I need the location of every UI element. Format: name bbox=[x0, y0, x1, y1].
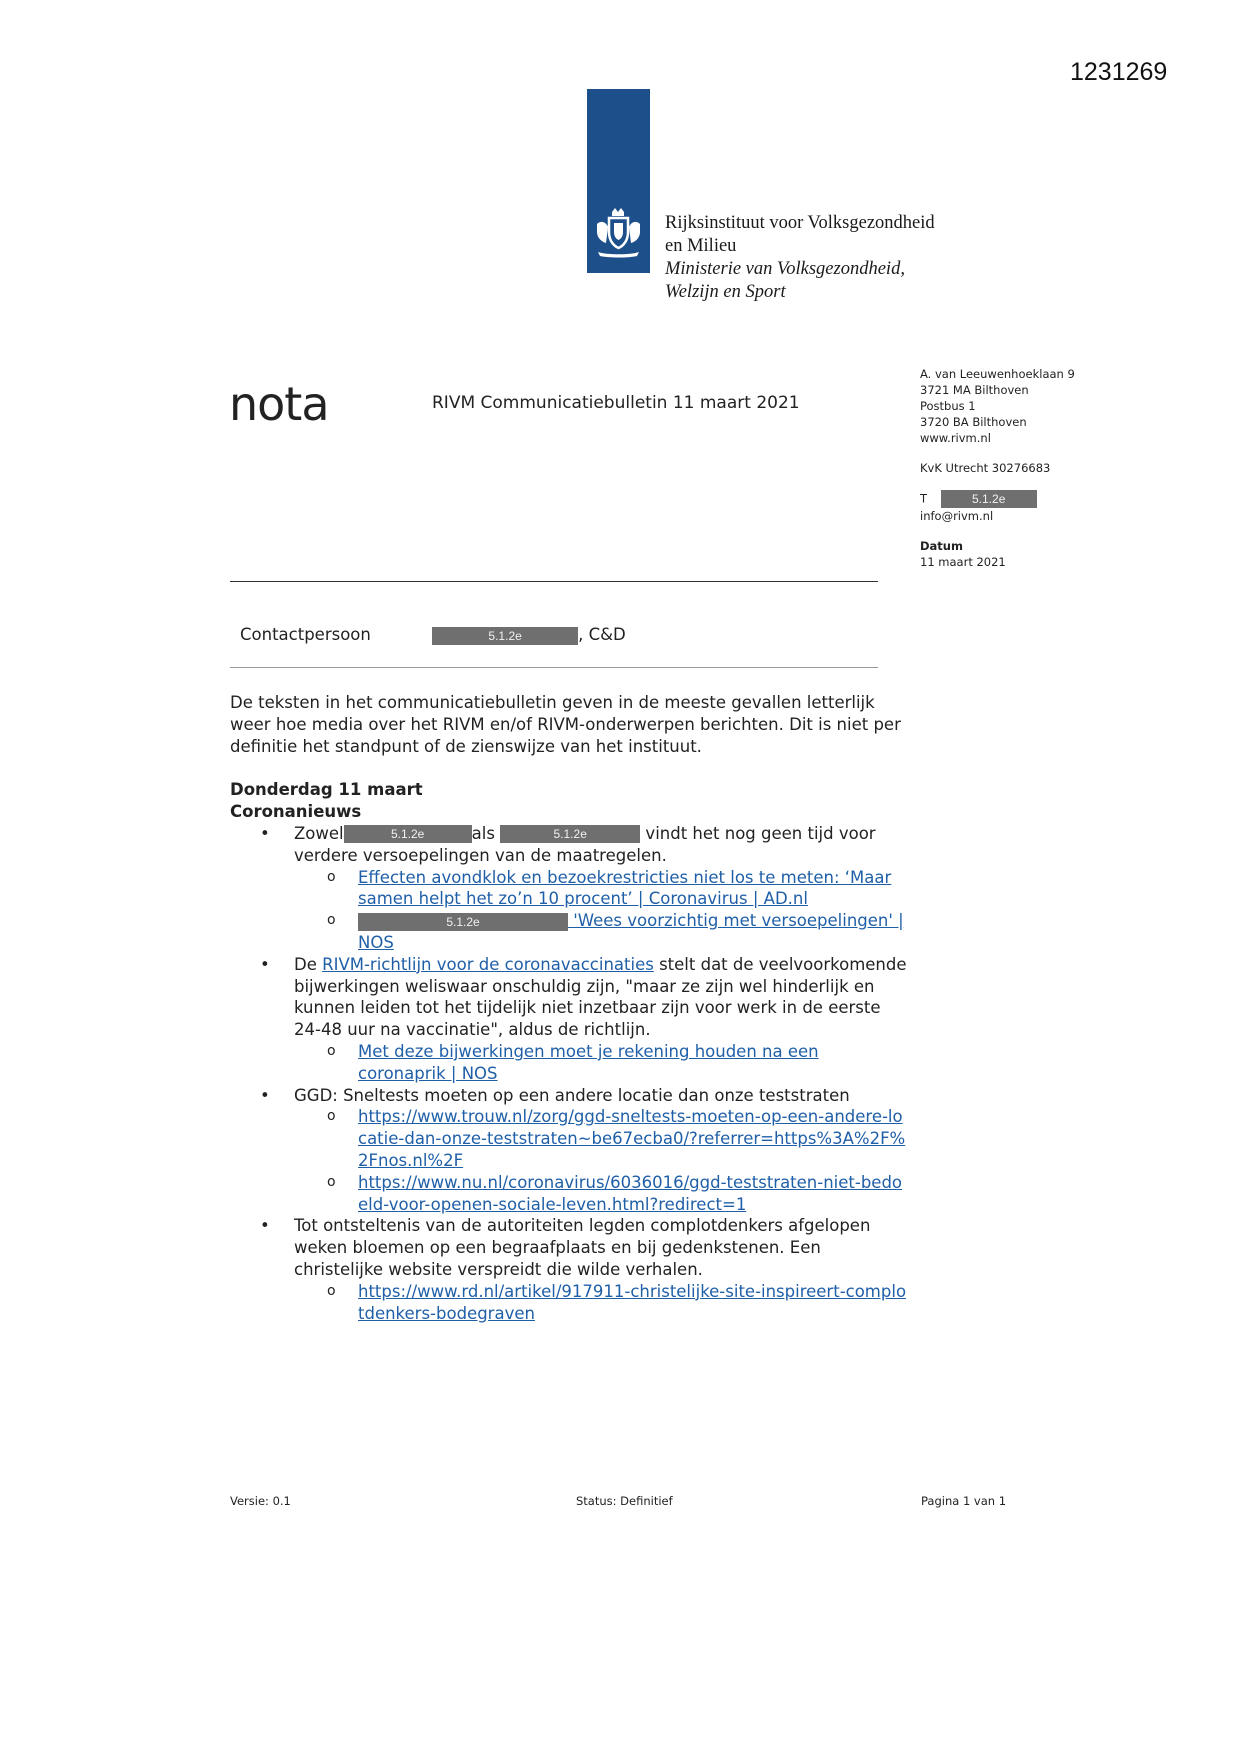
list-item bbox=[294, 954, 910, 1085]
list-item bbox=[294, 823, 910, 954]
address-postbus-city: 3720 BA Bilthoven bbox=[920, 415, 1027, 429]
link-nos-bijwerkingen[interactable]: Met deze bijwerkingen moet je rekening houden na een coronaprik | NOS bbox=[358, 1041, 819, 1083]
address-street: A. van Leeuwenhoeklaan 9 bbox=[920, 367, 1075, 381]
link-rd-complotdenkers[interactable]: https://www.rd.nl/artikel/917911-christelijke-site-inspireert-complotdenkers-bodegraven bbox=[358, 1281, 907, 1323]
list-item bbox=[358, 1106, 910, 1171]
item1-redaction-b: 5.1.2e bbox=[500, 825, 640, 843]
doc-type: nota bbox=[229, 377, 329, 431]
phone-redaction: 5.1.2e bbox=[941, 490, 1037, 508]
org-line-2: en Milieu bbox=[665, 236, 737, 256]
contact-label: Contactpersoon bbox=[240, 625, 371, 644]
item1-redaction-a: 5.1.2e bbox=[344, 825, 472, 843]
contact-suffix: , C&D bbox=[578, 625, 626, 644]
link-nos-versoepelingen[interactable]: 'Wees voorzichtig met versoepelingen' | NOS bbox=[358, 911, 904, 952]
item1-sublist bbox=[294, 867, 910, 954]
org-line-1: Rijksinstituut voor Volksgezondheid bbox=[665, 213, 935, 233]
list-item bbox=[358, 1281, 910, 1325]
address-phone-row bbox=[920, 490, 1150, 508]
organisation-name bbox=[665, 212, 935, 304]
day-heading: Donderdag 11 maart bbox=[230, 780, 423, 800]
contact-divider bbox=[230, 667, 878, 668]
footer-version: Versie: 0.1 bbox=[230, 1494, 291, 1508]
address-postbus: Postbus 1 bbox=[920, 399, 976, 413]
date-label: Datum bbox=[920, 539, 963, 553]
item4-sublist bbox=[294, 1281, 910, 1325]
link-rivm-richtlijn[interactable]: RIVM-richtlijn voor de coronavaccinaties bbox=[322, 954, 654, 974]
address-website: www.rivm.nl bbox=[920, 431, 991, 445]
news-list bbox=[230, 823, 910, 1324]
sender-address-block bbox=[920, 366, 1150, 570]
bulletin-body bbox=[230, 692, 910, 1324]
item2-pre: De bbox=[294, 954, 323, 974]
document-subject: RIVM Communicatiebulletin 11 maart 2021 bbox=[432, 393, 800, 413]
list-item bbox=[358, 867, 910, 911]
link-trouw-sneltests[interactable]: https://www.trouw.nl/zorg/ggd-sneltests-moeten-op-een-andere-locatie-dan-onze-teststraten~be67ecba0/?referrer=https%3A%2F%2Fnos.nl%2F bbox=[358, 1107, 906, 1170]
ministry-line-2: Welzijn en Sport bbox=[665, 282, 786, 302]
item2-post: stelt dat de veelvoorkomende bijwerkingen weliswaar onschuldig zijn, "maar ze zijn wel hinderlijk en kunnen leiden tot het tijdelijk niet inzetbaar zijn voor werk in de eerste 24-48 uur na vaccinatie", aldus de richtlijn. bbox=[294, 954, 907, 1040]
link-nu-teststraten[interactable]: https://www.nu.nl/coronavirus/6036016/ggd-teststraten-niet-bedoeld-voor-openen-sociale-leven.html?redirect=1 bbox=[358, 1172, 903, 1214]
item1-pre: Zowel bbox=[294, 823, 344, 843]
date-value: 11 maart 2021 bbox=[920, 555, 1006, 569]
list-item bbox=[358, 1041, 910, 1085]
item4-text: Tot ontsteltenis van de autoriteiten legden complotdenkers afgelopen weken bloemen op een begraafplaats en bij gedenkstenen. Een christelijke website verspreidt die wilde verhalen. bbox=[294, 1216, 871, 1279]
footer-page: Pagina 1 van 1 bbox=[921, 1494, 1007, 1508]
item3-sublist bbox=[294, 1106, 910, 1215]
address-postcode: 3721 MA Bilthoven bbox=[920, 383, 1029, 397]
address-kvk: KvK Utrecht 30276683 bbox=[920, 461, 1051, 475]
coat-of-arms-icon bbox=[590, 206, 647, 262]
list-item bbox=[358, 910, 910, 954]
contact-redaction: 5.1.2e bbox=[432, 627, 578, 645]
item3-text: GGD: Sneltests moeten op een andere locatie dan onze teststraten bbox=[294, 1085, 850, 1105]
item1-link-redaction: 5.1.2e bbox=[358, 913, 568, 931]
intro-paragraph: De teksten in het communicatiebulletin geven in de meeste gevallen letterlijk weer hoe media over het RIVM en/of RIVM-onderwerpen berichten. Dit is niet per definitie het standpunt of de zienswijze van het instituut. bbox=[230, 693, 901, 756]
list-item bbox=[358, 1172, 910, 1216]
item1-post: vindt het nog geen tijd voor verdere versoepelingen van de maatregelen. bbox=[294, 823, 876, 865]
footer-status: Status: Definitief bbox=[576, 1494, 673, 1508]
document-number: 1231269 bbox=[1070, 58, 1168, 86]
address-email: info@rivm.nl bbox=[920, 509, 994, 523]
item2-sublist bbox=[294, 1041, 910, 1085]
section-heading: Coronanieuws bbox=[230, 802, 362, 822]
link-ad-avondklok[interactable]: Effecten avondklok en bezoekrestricties niet los te meten: ‘Maar samen helpt het zo’n 10 procent’ | Coronavirus | AD.nl bbox=[358, 867, 892, 909]
contact-row bbox=[240, 625, 626, 645]
item1-mid: als bbox=[471, 823, 495, 843]
header-divider bbox=[230, 581, 878, 582]
list-item bbox=[294, 1085, 910, 1216]
phone-label: T bbox=[920, 491, 928, 506]
list-item bbox=[294, 1215, 910, 1324]
ministry-line-1: Ministerie van Volksgezondheid, bbox=[665, 259, 905, 279]
